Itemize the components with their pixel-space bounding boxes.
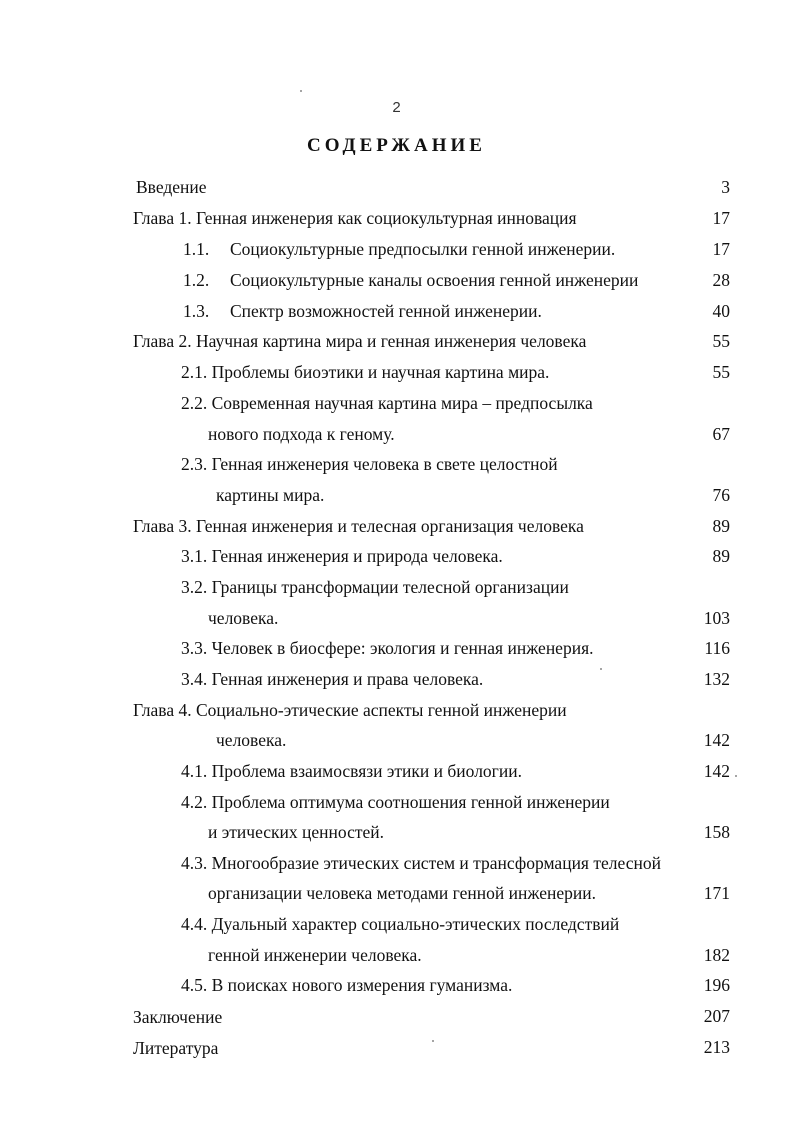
toc-entry-continuation: человека.: [208, 608, 279, 628]
toc-entry-references: Литература: [133, 1038, 219, 1058]
scan-speck: [600, 668, 602, 670]
toc-entry-chapter-4: Глава 4. Социально-этические аспекты генной инженерии: [133, 700, 567, 720]
toc-section-number: 1.3.: [183, 301, 210, 321]
toc-page-num: 3: [721, 177, 730, 197]
page-title: СОДЕРЖАНИЕ: [307, 135, 486, 156]
toc-entry-continuation: человека.: [216, 730, 287, 750]
toc-entry-section-4-1: 4.1. Проблема взаимосвязи этики и биологии.: [181, 761, 522, 781]
toc-page-num: 158: [703, 822, 730, 842]
toc-page-num: 67: [712, 424, 730, 444]
toc-page-num: 213: [703, 1037, 730, 1057]
toc-section-title: Спектр возможностей генной инженерии.: [230, 301, 542, 321]
toc-section-number: 1.2.: [183, 270, 210, 290]
toc-page-num: 89: [712, 546, 730, 566]
scan-speck: [735, 775, 737, 777]
toc-page-num: 182: [703, 945, 730, 965]
toc-entry-section-1-1: [183, 238, 615, 260]
toc-page-num: 17: [712, 239, 730, 259]
toc-entry-section-3-1: 3.1. Генная инженерия и природа человека.: [181, 546, 503, 566]
toc-page-num: 17: [712, 208, 730, 228]
toc-page-num: 132: [703, 669, 730, 689]
toc-entry-continuation: генной инженерии человека.: [208, 945, 422, 965]
toc-page-num: 28: [712, 270, 730, 290]
toc-page-num: 55: [712, 362, 730, 382]
toc-entry-section-2-1: 2.1. Проблемы биоэтики и научная картина мира.: [181, 362, 550, 382]
toc-page-num: 142: [703, 730, 730, 750]
toc-entry-section-4-3: 4.3. Многообразие этических систем и трансформация телесной: [181, 853, 661, 873]
toc-page-num: 103: [703, 608, 730, 628]
toc-entry-continuation: и этических ценностей.: [208, 822, 384, 842]
toc-page-num: 116: [704, 638, 730, 658]
toc-page-num: 207: [703, 1006, 730, 1026]
toc-entry-section-1-3: [183, 300, 542, 322]
toc-page-num: 89: [712, 516, 730, 536]
toc-entry-continuation: картины мира.: [216, 485, 325, 505]
toc-entry-section-2-3: 2.3. Генная инженерия человека в свете целостной: [181, 454, 558, 474]
toc-entry-conclusion: Заключение: [133, 1007, 223, 1027]
toc-entry-chapter-1: Глава 1. Генная инженерия как социокультурная инновация: [133, 208, 577, 228]
toc-page-num: 142: [703, 761, 730, 781]
toc-page-num: 76: [712, 485, 730, 505]
toc-entry-section-1-2: [183, 269, 638, 291]
toc-section-title: Социокультурные предпосылки генной инженерии.: [230, 239, 616, 259]
toc-entry-section-4-2: 4.2. Проблема оптимума соотношения генной инженерии: [181, 792, 610, 812]
toc-page-num: 55: [712, 331, 730, 351]
toc-entry-section-3-2: 3.2. Границы трансформации телесной организации: [181, 577, 569, 597]
toc-entry-intro: Введение: [136, 177, 207, 197]
scan-speck: [300, 90, 302, 92]
scan-speck: [432, 1040, 434, 1042]
toc-section-number: 1.1.: [183, 239, 210, 259]
toc-page-num: 196: [703, 975, 730, 995]
toc-entry-section-3-4: 3.4. Генная инженерия и права человека.: [181, 669, 484, 689]
page-number: 2: [392, 99, 401, 116]
toc-entry-section-4-4: 4.4. Дуальный характер социально-этических последствий: [181, 914, 620, 934]
toc-entry-chapter-3: Глава 3. Генная инженерия и телесная организация человека: [133, 516, 584, 536]
toc-entry-section-3-3: 3.3. Человек в биосфере: экология и генная инженерия.: [181, 638, 594, 658]
toc-section-title: Социокультурные каналы освоения генной инженерии: [230, 270, 639, 290]
toc-page-num: 40: [712, 301, 730, 321]
toc-entry-chapter-2: Глава 2. Научная картина мира и генная инженерия человека: [133, 331, 587, 351]
toc-entry-section-2-2: 2.2. Современная научная картина мира – предпосылка: [181, 393, 593, 413]
toc-entry-continuation: организации человека методами генной инженерии.: [208, 883, 596, 903]
toc-page-num: 171: [703, 883, 730, 903]
toc-entry-section-4-5: 4.5. В поисках нового измерения гуманизма.: [181, 975, 513, 995]
toc-entry-continuation: нового подхода к геному.: [208, 424, 395, 444]
